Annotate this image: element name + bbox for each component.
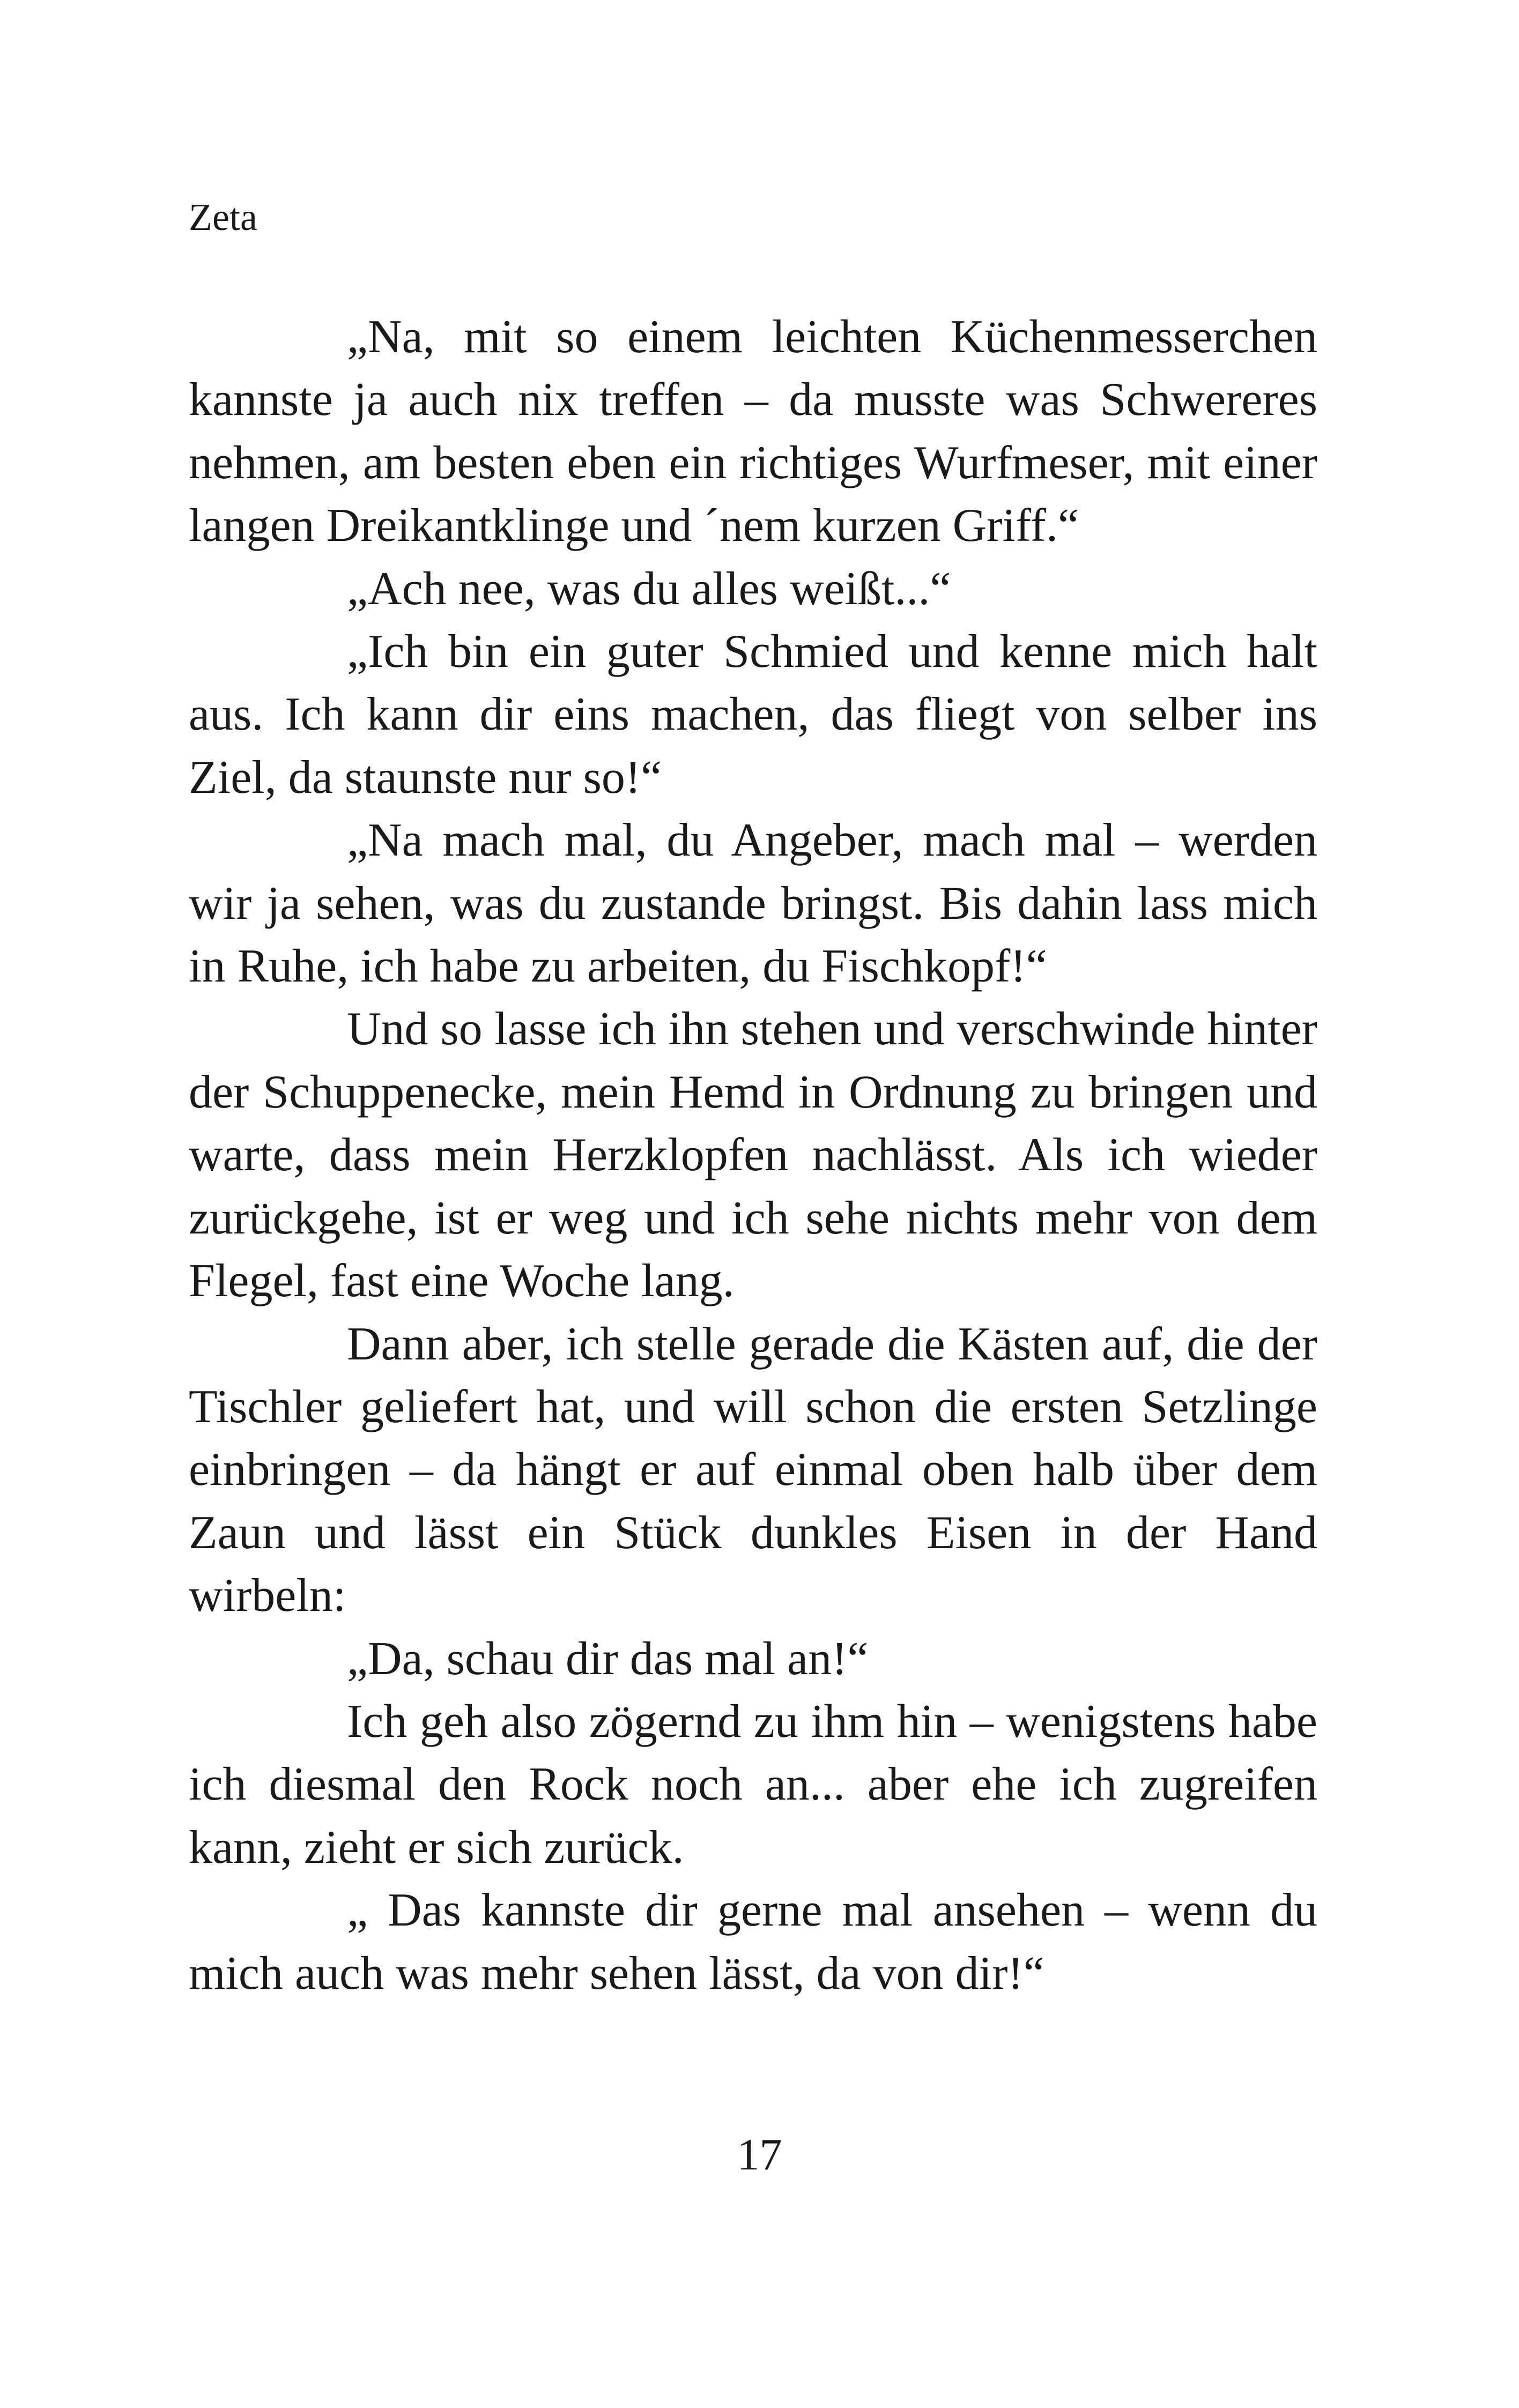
- body-text: [189, 306, 1317, 2005]
- paragraph: „ Das kannste dir gerne mal ansehen – wenn du mich auch was mehr sehen lässt, da von dir!“: [189, 1884, 1317, 2000]
- paragraph: „Ach nee, was du alles weißt...“: [347, 562, 951, 615]
- paragraph: „Na, mit so einem leichten Küchenmesserchen kannste ja auch nix treffen – da musste was Schwereres nehmen, am besten eben ein richtiges Wurfmeser, mit einer langen Dreikantklinge und ´nem kurzen Griff.“: [189, 311, 1317, 552]
- paragraph: „Ich bin ein guter Schmied und kenne mich halt aus. Ich kann dir eins machen, das fliegt von selber ins Ziel, da staunste nur so!“: [189, 626, 1317, 804]
- running-header: Zeta: [189, 196, 257, 239]
- paragraph: „Da, schau dir das mal an!“: [347, 1632, 869, 1685]
- paragraph: Und so lasse ich ihn stehen und verschwinde hinter der Schuppenecke, mein Hemd in Ordnung zu bringen und warte, dass mein Herzklopfen nachlässt. Als ich wieder zurückgehe, ist er weg und ich sehe nichts mehr von dem Flegel, fast eine Woche lang.: [189, 1003, 1317, 1307]
- paragraph: Dann aber, ich stelle gerade die Kästen auf, die der Tischler geliefert hat, und will schon die ersten Setzlinge einbringen – da hängt er auf einmal oben halb über dem Zaun und lässt ein Stück dunkles Eisen in der Hand wirbeln:: [189, 1318, 1317, 1622]
- page-number: 17: [737, 2130, 782, 2180]
- paragraph: Ich geh also zögernd zu ihm hin – wenigstens habe ich diesmal den Rock noch an... aber ehe ich zugreifen kann, zieht er sich zurück.: [189, 1695, 1317, 1874]
- paragraph: „Na mach mal, du Angeber, mach mal – werden wir ja sehen, was du zustande bringst. Bis dahin lass mich in Ruhe, ich habe zu arbeiten, du Fischkopf!“: [189, 814, 1317, 993]
